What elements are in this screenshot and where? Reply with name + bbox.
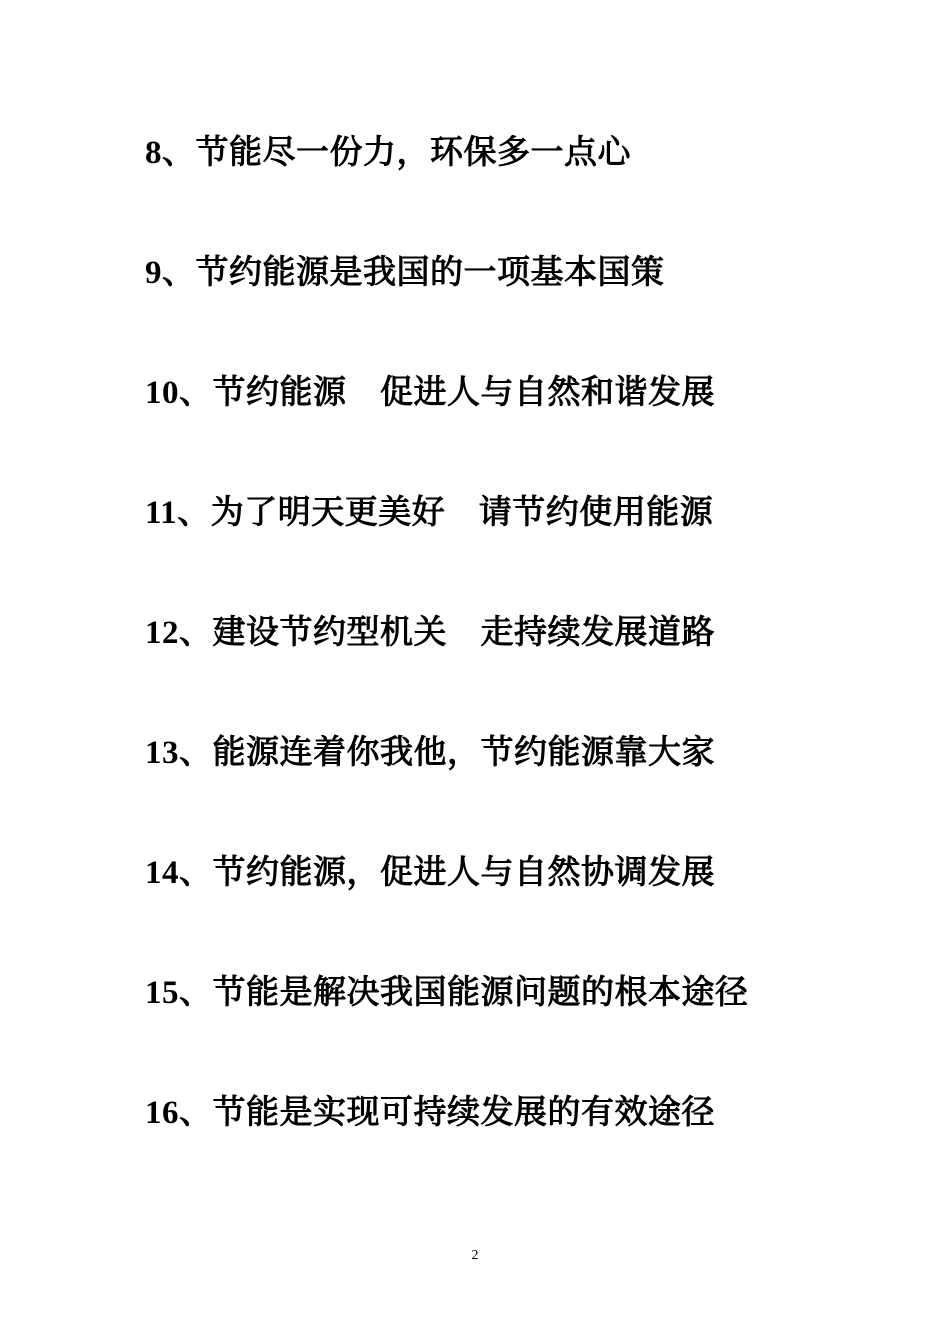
slogan-line [145,1092,715,1133]
slogan-line [145,612,715,653]
slogan-text: 、节约能源 促进人与自然和谐发展 [179,372,715,411]
slogan-number: 11 [145,495,178,531]
slogan-number: 14 [145,855,179,891]
slogan-text: 、节能尽一份力，环保多一点心 [162,132,631,171]
slogan-line [145,852,715,893]
slogan-number: 13 [145,735,179,771]
slogan-number: 9 [145,255,162,291]
slogan-text: 、节约能源，促进人与自然协调发展 [179,852,715,891]
slogan-line [145,372,715,413]
slogan-number: 10 [145,375,179,411]
slogan-text: 、节能是解决我国能源问题的根本途径 [179,972,749,1011]
slogan-text: 、能源连着你我他，节约能源靠大家 [179,732,715,771]
page-number: 2 [471,1248,479,1263]
slogan-number: 16 [145,1095,179,1131]
slogan-line [145,132,631,173]
slogan-text: 、节能是实现可持续发展的有效途径 [179,1092,715,1131]
slogan-text: 、为了明天更美好 请节约使用能源 [177,492,714,531]
slogan-text: 、建设节约型机关 走持续发展道路 [179,612,715,651]
slogan-number: 8 [145,135,162,171]
slogan-line [145,972,749,1013]
slogan-line [145,492,713,533]
slogan-text: 、节约能源是我国的一项基本国策 [162,252,665,291]
slogan-line [145,732,715,773]
slogan-number: 12 [145,615,179,651]
slogan-number: 15 [145,975,179,1011]
slogan-line [145,252,665,293]
